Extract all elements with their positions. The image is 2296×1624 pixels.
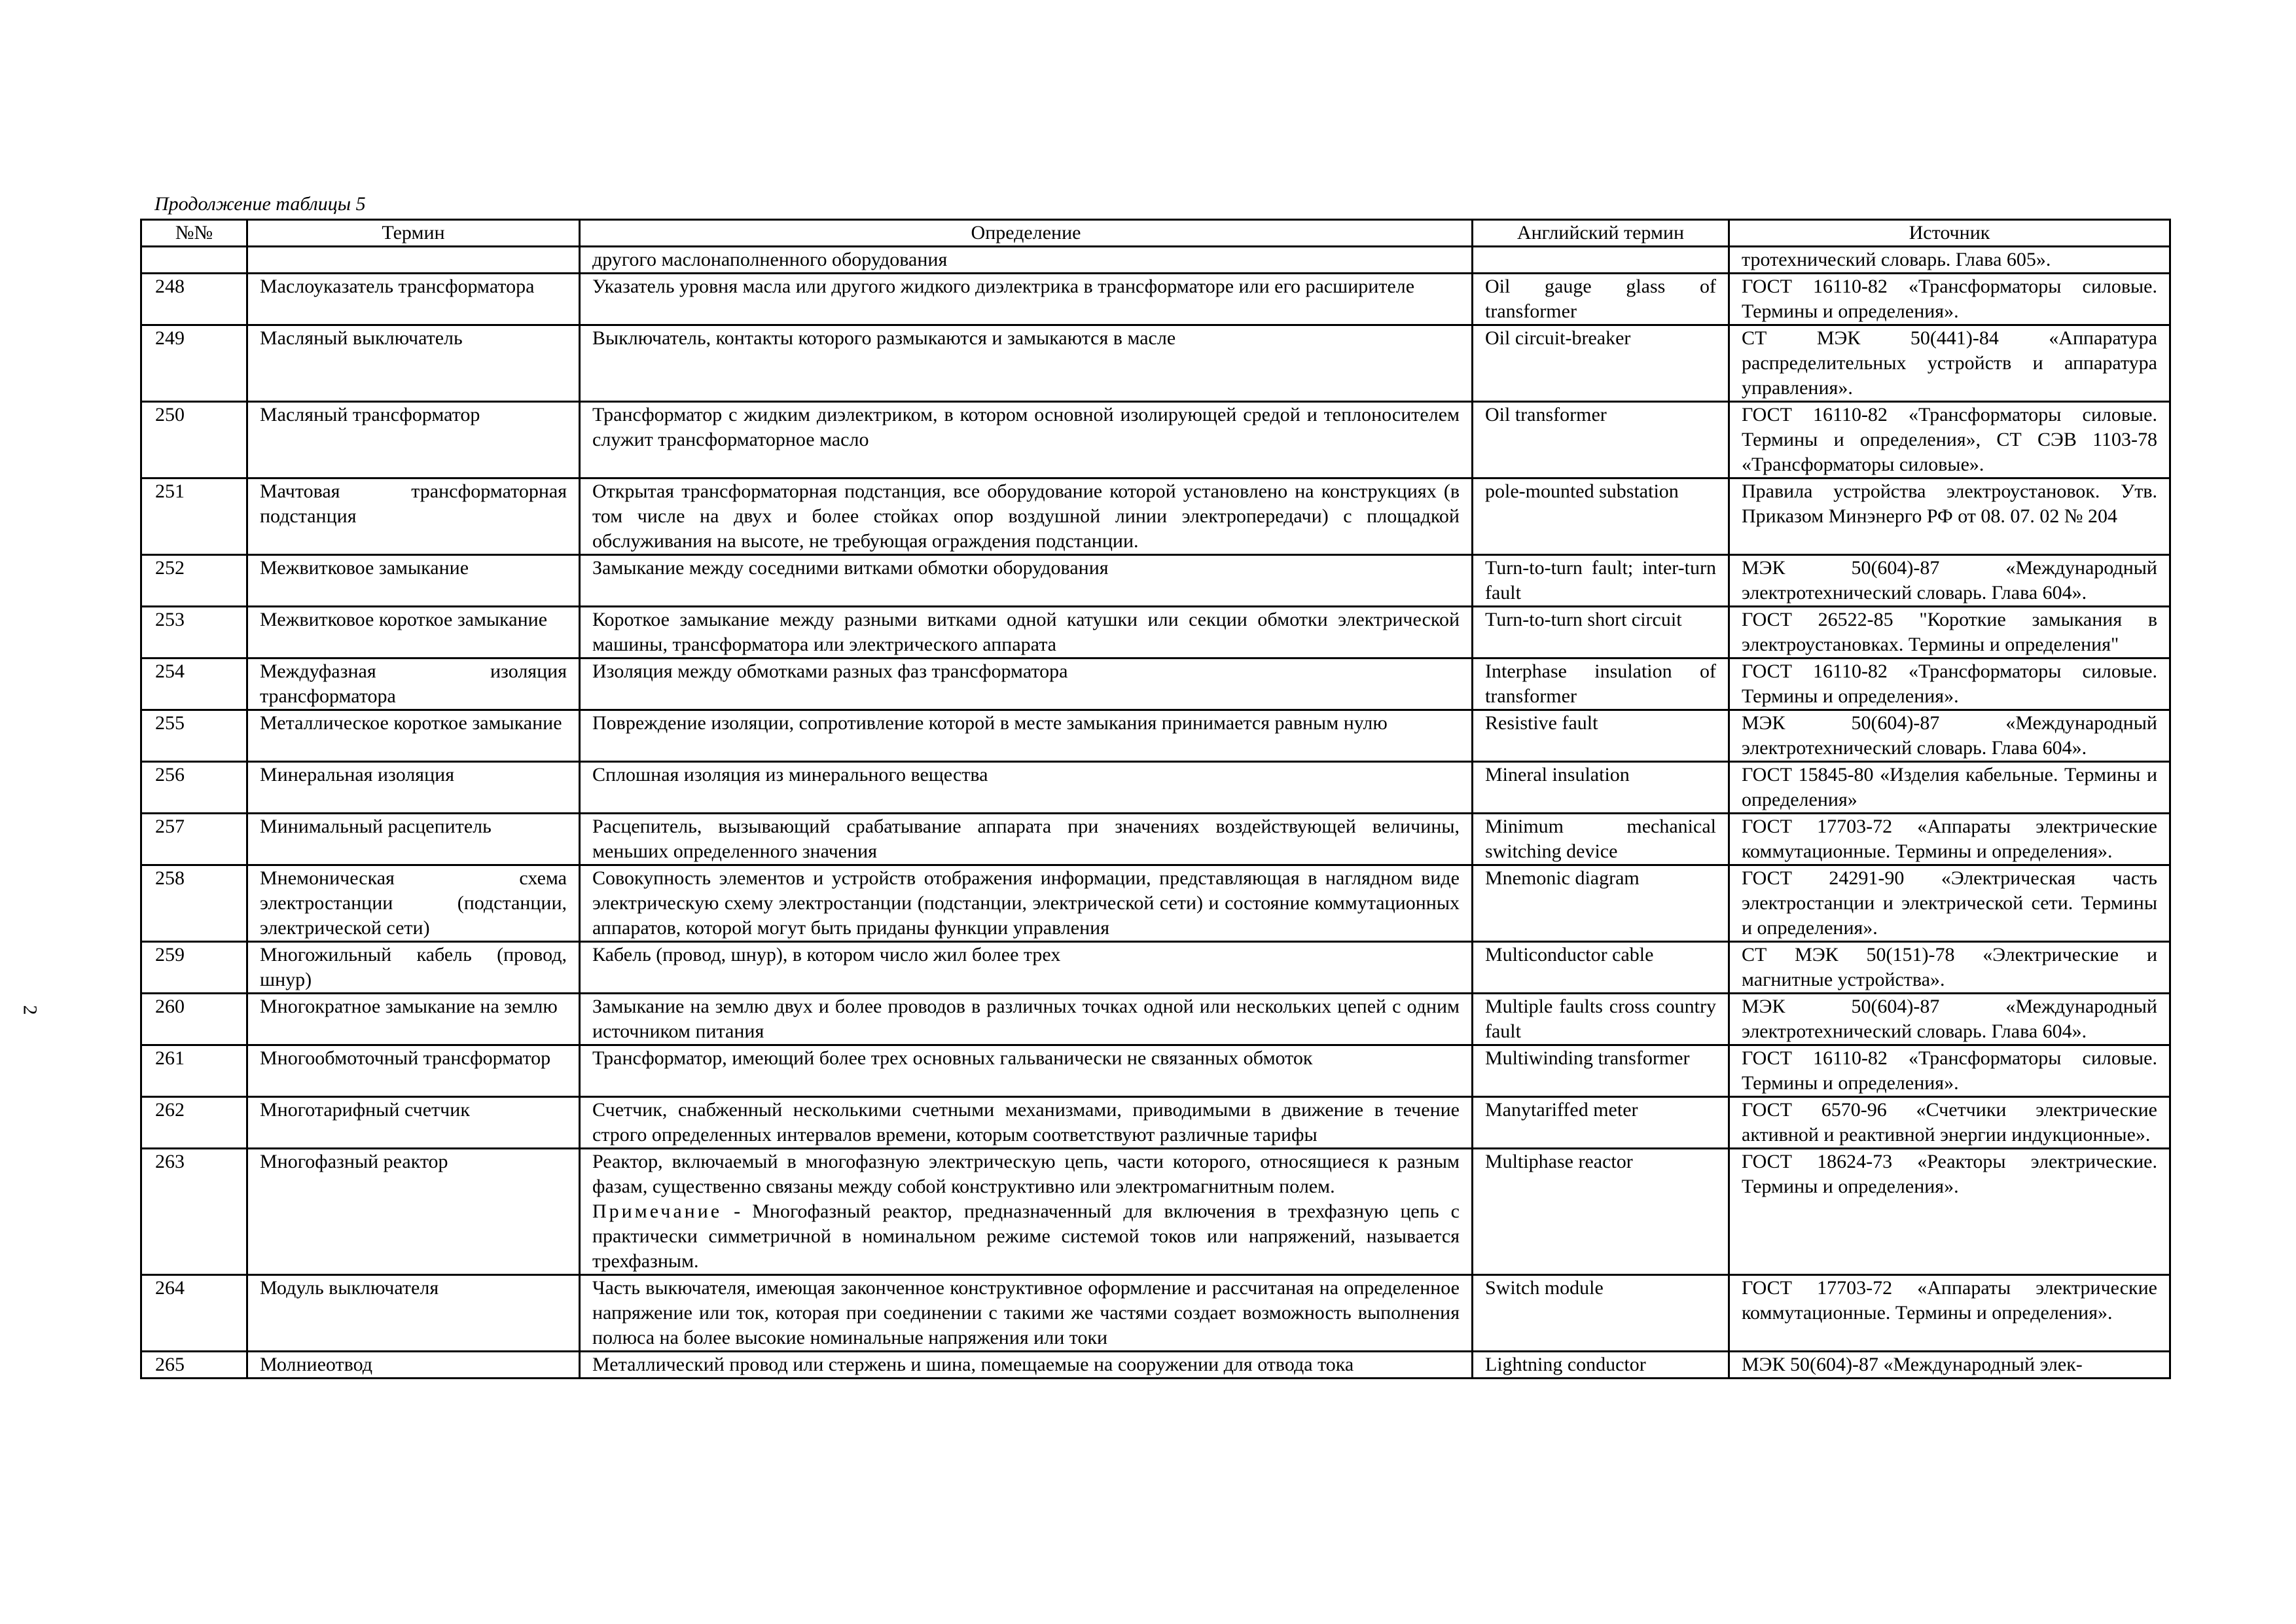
cell-num: 261: [141, 1045, 247, 1097]
table-row: [141, 942, 2170, 994]
cell-term: Многообмоточный трансформатор: [247, 1045, 580, 1097]
cell-term: Модуль выключателя: [247, 1275, 580, 1352]
cell-term: Многофазный реактор: [247, 1149, 580, 1275]
cell-definition: Короткое замыкание между разными витками одной катушки или секции обмотки электрической машины, трансформатора или электрического аппарата: [580, 607, 1473, 659]
cell-definition: Часть выкючателя, имеющая законченное конструктивное оформление и рассчитаная на определенное напряжение или ток, которая при соединении с такими же частями создает возможность выполнения полюса на более высокие номинальные напряжения или токи: [580, 1275, 1473, 1352]
table-row: [141, 762, 2170, 814]
table-row: [141, 1275, 2170, 1352]
cell-term: [247, 247, 580, 274]
cell-term: Металлическое короткое замыкание: [247, 710, 580, 762]
cell-term: Многожильный кабель (провод, шнур): [247, 942, 580, 994]
cell-english: Oil circuit-breaker: [1473, 325, 1729, 402]
cell-source: ГОСТ 16110-82 «Трансформаторы силовые. Термины и определения».: [1729, 274, 2170, 325]
cell-source: ГОСТ 17703-72 «Аппараты электрические коммутационные. Термины и определения».: [1729, 1275, 2170, 1352]
table-row: [141, 1149, 2170, 1275]
cell-num: 264: [141, 1275, 247, 1352]
cell-definition: Повреждение изоляции, сопротивление которой в месте замыкания принимается равным нулю: [580, 710, 1473, 762]
cell-english: Resistive fault: [1473, 710, 1729, 762]
cell-definition: Открытая трансформаторная подстанция, все оборудование которой установлено на конструкциях (в том числе на двух и более стойках опор воздушной линии электропередачи) с площадкой обслуживания на высоте, не требующая ограждения подстанции.: [580, 478, 1473, 555]
table-row: [141, 710, 2170, 762]
cell-definition: Расцепитель, вызывающий срабатывание аппарата при значениях воздействующей величины, меньших определенного значения: [580, 814, 1473, 865]
table-row: [141, 814, 2170, 865]
table-header-row: [141, 220, 2170, 247]
cell-source: ГОСТ 6570-96 «Счетчики электрические активной и реактивной энергии индукционные».: [1729, 1097, 2170, 1149]
cell-source: ГОСТ 18624-73 «Реакторы электрические. Термины и определения».: [1729, 1149, 2170, 1275]
cell-source: СТ МЭК 50(151)-78 «Электрические и магнитные устройства».: [1729, 942, 2170, 994]
definition-note: [592, 1199, 1460, 1274]
table-row: [141, 402, 2170, 478]
cell-term: Мачтовая трансформаторная подстанция: [247, 478, 580, 555]
cell-term: Межвитковое короткое замыкание: [247, 607, 580, 659]
cell-num: 250: [141, 402, 247, 478]
cell-term: Масляный трансформатор: [247, 402, 580, 478]
cell-definition: Замыкание между соседними витками обмотки оборудования: [580, 555, 1473, 607]
cell-source: ГОСТ 24291-90 «Электрическая часть электростанции и электрической сети. Термины и определения».: [1729, 865, 2170, 942]
cell-source: ГОСТ 15845-80 «Изделия кабельные. Термины и определения»: [1729, 762, 2170, 814]
cell-definition: Трансформатор с жидким диэлектриком, в котором основной изолирующей средой и теплоносителем служит трансформаторное масло: [580, 402, 1473, 478]
cell-num: [141, 247, 247, 274]
cell-definition: другого маслонаполненного оборудования: [580, 247, 1473, 274]
cell-term: Минимальный расцепитель: [247, 814, 580, 865]
cell-english: Manytariffed meter: [1473, 1097, 1729, 1149]
cell-num: 249: [141, 325, 247, 402]
cell-definition: Кабель (провод, шнур), в котором число жил более трех: [580, 942, 1473, 994]
cell-english: Mnemonic diagram: [1473, 865, 1729, 942]
cell-english: Oil gauge glass of transformer: [1473, 274, 1729, 325]
table-row: [141, 994, 2170, 1045]
cell-num: 257: [141, 814, 247, 865]
cell-english: Multiconductor cable: [1473, 942, 1729, 994]
cell-english: pole-mounted substation: [1473, 478, 1729, 555]
cell-definition: Выключатель, контакты которого размыкаются и замыкаются в масле: [580, 325, 1473, 402]
cell-definition: [580, 1149, 1473, 1275]
table-row: [141, 607, 2170, 659]
cell-english: Multiple faults cross country fault: [1473, 994, 1729, 1045]
header-english: Английский термин: [1473, 220, 1729, 247]
definition-text: Реактор, включаемый в многофазную электрическую цепь, части которого, относящиеся к разным фазам, существенно связаны между собой конструктивно или электромагнитным полем.: [592, 1151, 1460, 1197]
table-row: [141, 1045, 2170, 1097]
cell-num: 265: [141, 1352, 247, 1379]
cell-num: 251: [141, 478, 247, 555]
cell-definition: Указатель уровня масла или другого жидкого диэлектрика в трансформаторе или его расширителе: [580, 274, 1473, 325]
table-row: [141, 1097, 2170, 1149]
cell-source: ГОСТ 17703-72 «Аппараты электрические коммутационные. Термины и определения».: [1729, 814, 2170, 865]
cell-source: Правила устройства электроустановок. Утв. Приказом Минэнерго РФ от 08. 07. 02 № 204: [1729, 478, 2170, 555]
cell-num: 263: [141, 1149, 247, 1275]
cell-source: ГОСТ 16110-82 «Трансформаторы силовые. Термины и определения».: [1729, 659, 2170, 710]
cell-num: 252: [141, 555, 247, 607]
cell-english: Minimum mechanical switching device: [1473, 814, 1729, 865]
cell-source: МЭК 50(604)-87 «Международный элек-: [1729, 1352, 2170, 1379]
cell-definition: Трансформатор, имеющий более трех основных гальванически не связанных обмоток: [580, 1045, 1473, 1097]
header-definition: Определение: [580, 220, 1473, 247]
terms-table: [140, 219, 2171, 1379]
cell-term: Маслоуказатель трансформатора: [247, 274, 580, 325]
cell-num: 256: [141, 762, 247, 814]
table-row: [141, 555, 2170, 607]
cell-english: Interphase insulation of transformer: [1473, 659, 1729, 710]
cell-definition: Сплошная изоляция из минерального вещества: [580, 762, 1473, 814]
cell-definition: Замыкание на землю двух и более проводов в различных точках одной или нескольких цепей с одним источником питания: [580, 994, 1473, 1045]
cell-term: Молниеотвод: [247, 1352, 580, 1379]
page-number: 2: [19, 1005, 41, 1015]
cell-source: МЭК 50(604)-87 «Международный электротехнический словарь. Глава 604».: [1729, 555, 2170, 607]
cell-term: Междуфазная изоляция трансформатора: [247, 659, 580, 710]
cell-english: Oil transformer: [1473, 402, 1729, 478]
table-caption: Продолжение таблицы 5: [154, 193, 366, 215]
cell-english: [1473, 247, 1729, 274]
cell-english: Turn-to-turn fault; inter-turn fault: [1473, 555, 1729, 607]
cell-term: Масляный выключатель: [247, 325, 580, 402]
cell-source: тротехнический словарь. Глава 605».: [1729, 247, 2170, 274]
cell-source: МЭК 50(604)-87 «Международный электротехнический словарь. Глава 604».: [1729, 994, 2170, 1045]
cell-english: Multiphase reactor: [1473, 1149, 1729, 1275]
cell-source: СТ МЭК 50(441)-84 «Аппаратура распределительных устройств и аппаратура управления».: [1729, 325, 2170, 402]
header-num: №№: [141, 220, 247, 247]
cell-num: 255: [141, 710, 247, 762]
cell-english: Lightning conductor: [1473, 1352, 1729, 1379]
cell-source: ГОСТ 26522-85 "Короткие замыкания в электроустановках. Термины и определения": [1729, 607, 2170, 659]
cell-english: Mineral insulation: [1473, 762, 1729, 814]
cell-num: 262: [141, 1097, 247, 1149]
cell-definition: Счетчик, снабженный несколькими счетными механизмами, приводимыми в движение в течение строго определенных интервалов времени, которым соответствуют различные тарифы: [580, 1097, 1473, 1149]
cell-term: Многотарифный счетчик: [247, 1097, 580, 1149]
cell-source: МЭК 50(604)-87 «Международный электротехнический словарь. Глава 604».: [1729, 710, 2170, 762]
cell-num: 253: [141, 607, 247, 659]
cell-term: Многократное замыкание на землю: [247, 994, 580, 1045]
table-row: [141, 659, 2170, 710]
cell-num: 259: [141, 942, 247, 994]
cell-term: Межвитковое замыкание: [247, 555, 580, 607]
cell-source: ГОСТ 16110-82 «Трансформаторы силовые. Термины и определения».: [1729, 1045, 2170, 1097]
table-row: [141, 325, 2170, 402]
cell-definition: Металлический провод или стержень и шина, помещаемые на сооружении для отвода тока: [580, 1352, 1473, 1379]
cell-term: Мнемоническая схема электростанции (подстанции, электрической сети): [247, 865, 580, 942]
cell-num: 248: [141, 274, 247, 325]
cell-source: ГОСТ 16110-82 «Трансформаторы силовые. Термины и определения», СТ СЭВ 1103-78 «Трансформаторы силовые».: [1729, 402, 2170, 478]
header-term: Термин: [247, 220, 580, 247]
table-row: [141, 865, 2170, 942]
note-label: Примечание: [592, 1200, 723, 1222]
cell-english: Multiwinding transformer: [1473, 1045, 1729, 1097]
cell-num: 258: [141, 865, 247, 942]
table-row: [141, 274, 2170, 325]
table-row: [141, 478, 2170, 555]
header-source: Источник: [1729, 220, 2170, 247]
cell-english: Switch module: [1473, 1275, 1729, 1352]
cell-num: 254: [141, 659, 247, 710]
cell-english: Turn-to-turn short circuit: [1473, 607, 1729, 659]
note-text: - Многофазный реактор, предназначенный для включения в трехфазную цепь с практически симметричной в номинальном режиме системой токов или напряжений, называется трехфазным.: [592, 1200, 1460, 1272]
cell-definition: Совокупность элементов и устройств отображения информации, представляющая в наглядном виде электрическую схему электростанции (подстанции, электрической сети) и состояние коммутационных аппаратов, которой могут быть приданы функции управления: [580, 865, 1473, 942]
cell-num: 260: [141, 994, 247, 1045]
continuation-row: [141, 247, 2170, 274]
cell-definition: Изоляция между обмотками разных фаз трансформатора: [580, 659, 1473, 710]
table-row: [141, 1352, 2170, 1379]
cell-term: Минеральная изоляция: [247, 762, 580, 814]
